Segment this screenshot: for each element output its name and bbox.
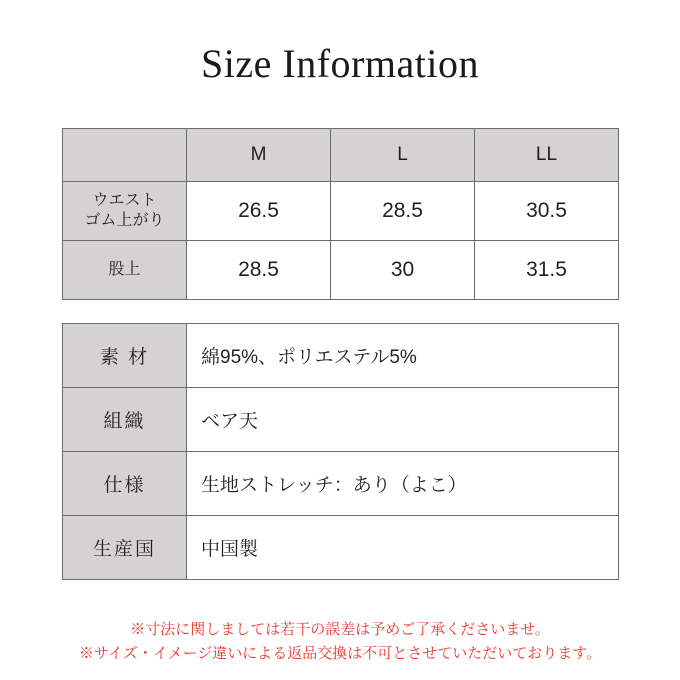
rise-value-l: 30: [331, 241, 475, 300]
spec-label-material: 素 材: [63, 324, 187, 388]
size-row-label-rise: 股上: [63, 241, 187, 300]
disclaimer-note-2: ※サイズ・イメージ違いによる返品交換は不可とさせていただいております。: [78, 645, 602, 662]
disclaimer-note-1: ※寸法に関しましては若干の誤差は予めご了承くださいませ。: [130, 621, 550, 638]
size-table-corner-cell: [63, 129, 187, 182]
size-row-label-waist-line2: ゴム上がり: [84, 212, 165, 229]
size-measurements-table: [62, 128, 619, 300]
product-spec-table: [62, 323, 619, 580]
waist-value-ll: 30.5: [475, 182, 619, 241]
spec-value-knit: ベア天: [187, 388, 619, 452]
size-row-label-waist-line1: ウエスト: [92, 192, 157, 209]
spec-value-feature: 生地ストレッチ：あり（よこ）: [187, 452, 619, 516]
spec-label-origin: 生産国: [63, 516, 187, 580]
size-header-ll: LL: [475, 129, 619, 182]
size-header-m: M: [187, 129, 331, 182]
waist-value-l: 28.5: [331, 182, 475, 241]
table-row: [63, 182, 619, 241]
table-row: [63, 324, 619, 388]
size-header-l: L: [331, 129, 475, 182]
table-row: [63, 452, 619, 516]
rise-value-ll: 31.5: [475, 241, 619, 300]
spec-value-origin: 中国製: [187, 516, 619, 580]
disclaimer-notes: [0, 618, 680, 666]
table-row: [63, 388, 619, 452]
spec-value-material: 綿95%、ポリエステル5%: [187, 324, 619, 388]
page-title: Size Information: [201, 41, 479, 86]
rise-value-m: 28.5: [187, 241, 331, 300]
table-row: [63, 516, 619, 580]
waist-value-m: 26.5: [187, 182, 331, 241]
size-row-label-waist: [63, 182, 187, 241]
spec-label-feature: 仕様: [63, 452, 187, 516]
spec-label-knit: 組織: [63, 388, 187, 452]
table-row: [63, 241, 619, 300]
table-header-row: [63, 129, 619, 182]
